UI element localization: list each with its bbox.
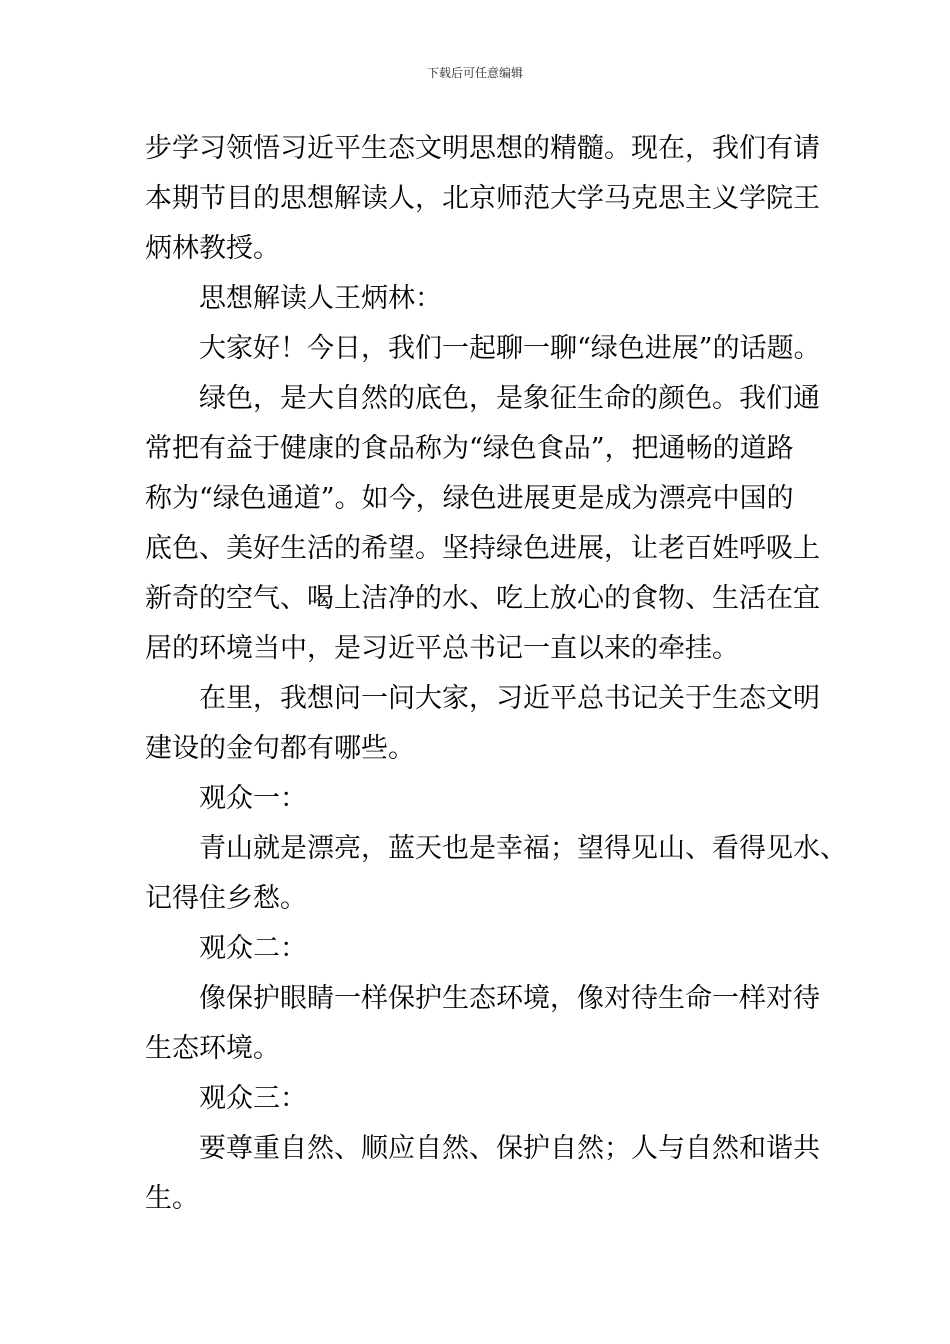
paragraph-line: 炳林教授。 bbox=[145, 233, 280, 264]
paragraph-line: 底色、美好生活的希望。坚持绿色进展，让老百姓呼吸上 bbox=[145, 533, 820, 564]
paragraph-line: 观众一： bbox=[199, 783, 307, 814]
paragraph-line: 新奇的空气、喝上洁净的水、吃上放心的食物、生活在宜 bbox=[145, 583, 820, 614]
paragraph-line: 在里，我想问一问大家，习近平总书记关于生态文明 bbox=[199, 683, 820, 714]
paragraph-line: 要尊重自然、顺应自然、保护自然；人与自然和谐共 bbox=[199, 1133, 820, 1164]
page-header-note: 下载后可任意编辑 bbox=[426, 66, 523, 80]
paragraph-line: 思想解读人王炳林： bbox=[199, 283, 442, 314]
paragraph-line: 步学习领悟习近平生态文明思想的精髓。现在，我们有请 bbox=[145, 133, 820, 164]
paragraph-line: 青山就是漂亮，蓝天也是幸福；望得见山、看得见水、 bbox=[199, 833, 847, 864]
paragraph-line: 生。 bbox=[145, 1183, 199, 1214]
paragraph-line: 建设的金句都有哪些。 bbox=[145, 733, 415, 764]
document-body bbox=[145, 124, 847, 1224]
paragraph-line: 像保护眼睛一样保护生态环境，像对待生命一样对待 bbox=[199, 983, 820, 1014]
paragraph-line: 常把有益于健康的食品称为“绿色食品”，把通畅的道路 bbox=[145, 433, 794, 464]
paragraph-line: 绿色，是大自然的底色，是象征生命的颜色。我们通 bbox=[199, 383, 820, 414]
paragraph-line: 观众三： bbox=[199, 1083, 307, 1114]
paragraph-line: 生态环境。 bbox=[145, 1033, 280, 1064]
paragraph-line: 记得住乡愁。 bbox=[145, 883, 307, 914]
paragraph-line: 本期节目的思想解读人，北京师范大学马克思主义学院王 bbox=[145, 183, 820, 214]
paragraph-line: 称为“绿色通道”。如今，绿色进展更是成为漂亮中国的 bbox=[145, 483, 794, 514]
paragraph-line: 大家好！今日，我们一起聊一聊“绿色进展”的话题。 bbox=[199, 333, 821, 364]
paragraph-line: 居的环境当中，是习近平总书记一直以来的牵挂。 bbox=[145, 633, 739, 664]
paragraph-line: 观众二： bbox=[199, 933, 307, 964]
